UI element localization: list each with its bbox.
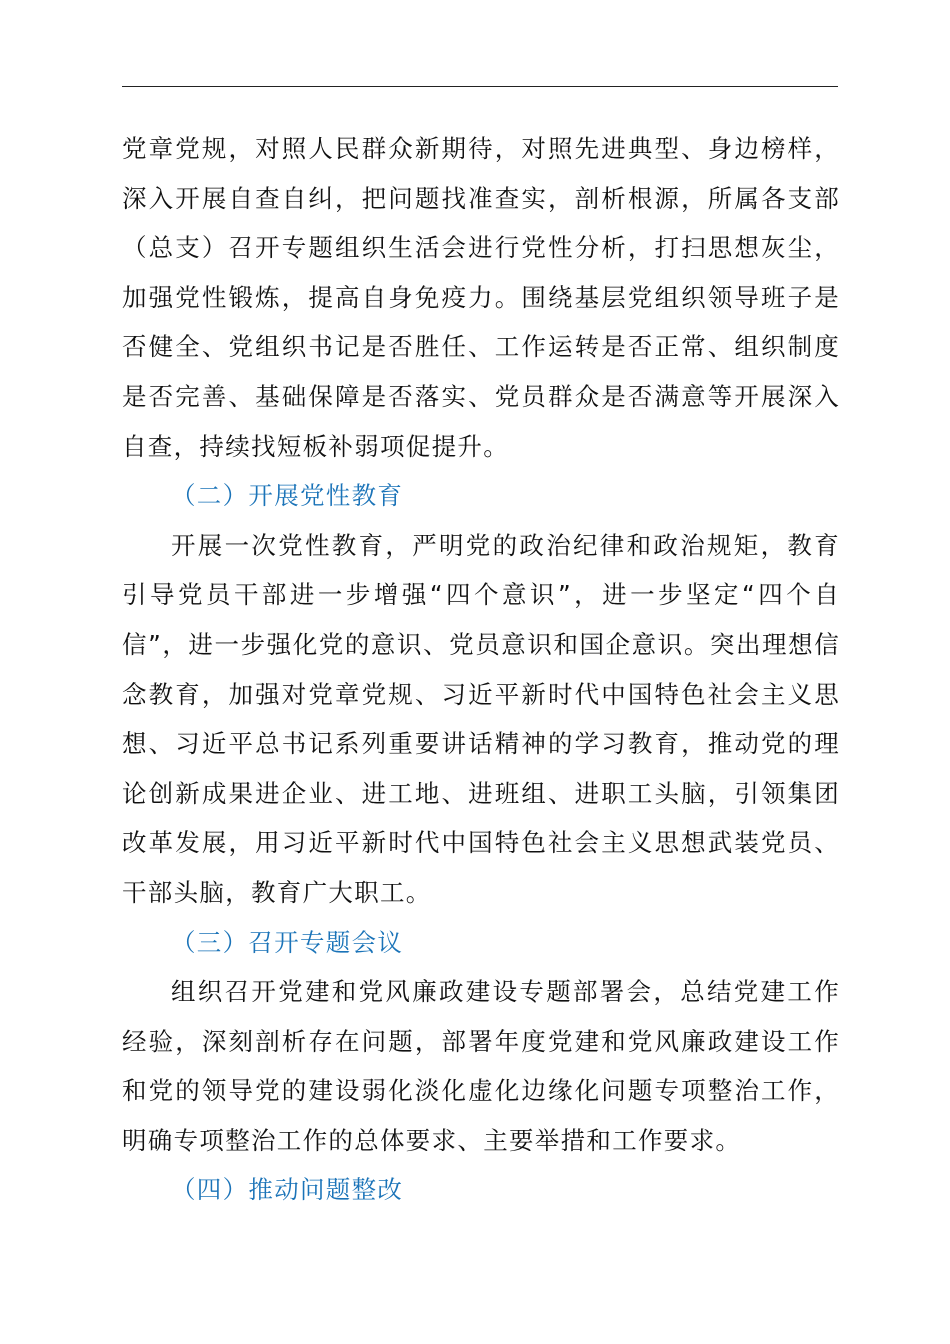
section-heading-4: （四）推动问题整改: [171, 1175, 404, 1205]
paragraph-2: 开展一次党性教育，严明党的政治纪律和政治规矩，教育引导党员干部进一步增强“四个意识”，进一步坚定“四个自信”，进一步强化党的意识、党员意识和国企意识。突出理想信念教育，加强对党章党规、习近平新时代中国特色社会主义思想、习近平总书记系列重要讲话精神的学习教育，推动党的理论创新成果进企业、进工地、进班组、进职工头脑，引领集团改革发展，用习近平新时代中国特色社会主义思想武装党员、干部头脑，教育广大职工。: [122, 530, 840, 907]
document-body: [122, 124, 840, 1215]
paragraph-3: 组织召开党建和党风廉政建设专题部署会，总结党建工作经验，深刻剖析存在问题，部署年度党建和党风廉政建设工作和党的领导党的建设弱化淡化虚化边缘化问题专项整治工作，明确专项整治工作的总体要求、主要举措和工作要求。: [122, 977, 840, 1155]
paragraph-1: 党章党规，对照人民群众新期待，对照先进典型、身边榜样，深入开展自查自纠，把问题找准查实，剖析根源，所属各支部（总支）召开专题组织生活会进行党性分析，打扫思想灰尘，加强党性锻炼，提高自身免疫力。围绕基层党组织领导班子是否健全、党组织书记是否胜任、工作运转是否正常、组织制度是否完善、基础保障是否落实、党员群众是否满意等开展深入自查，持续找短板补弱项促提升。: [122, 134, 840, 461]
section-heading-2: （二）开展党性教育: [171, 481, 404, 511]
section-heading-3: （三）召开专题会议: [171, 927, 404, 957]
header-rule: [122, 86, 838, 87]
